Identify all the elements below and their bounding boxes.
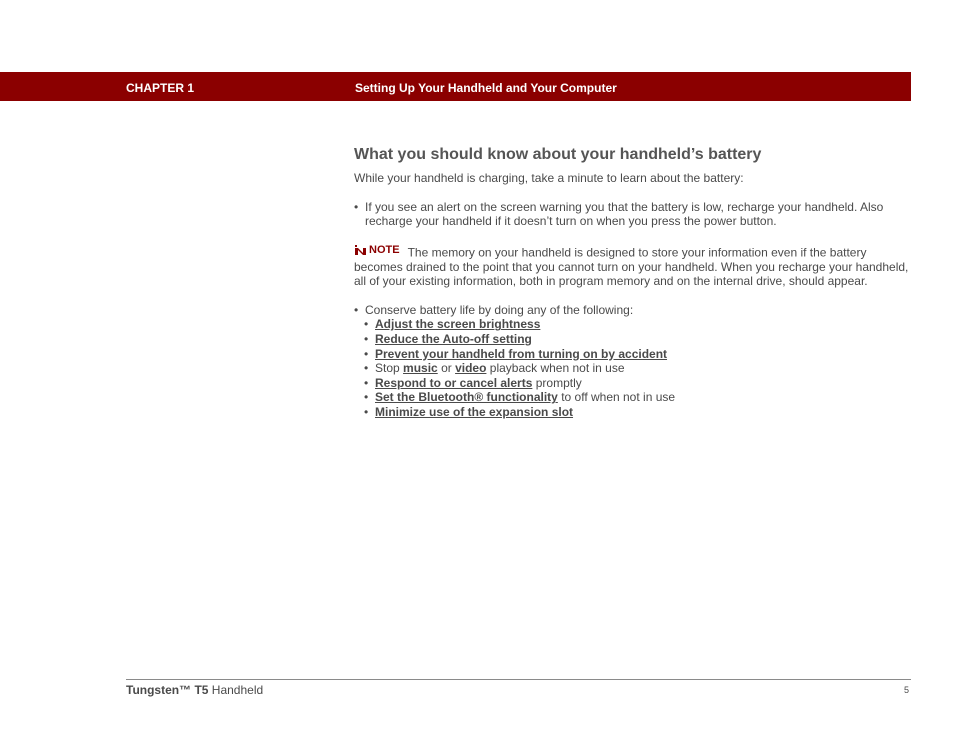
bullet-icon: • (364, 317, 369, 332)
list-item (354, 303, 910, 318)
expansion-slot-link[interactable]: Minimize use of the expansion slot (375, 405, 574, 420)
battery-tips-list (354, 317, 910, 419)
auto-off-link[interactable]: Reduce the Auto-off setting (375, 332, 532, 347)
stop-prefix-text: Stop (375, 361, 400, 376)
bullet-icon: • (364, 405, 369, 420)
note-block (354, 243, 910, 289)
bullet-icon: • (364, 375, 369, 390)
list-item (364, 347, 910, 362)
bullet-icon: • (364, 346, 369, 361)
note-text: The memory on your handheld is designed to store your information even if the battery becomes drained to the point that you cannot turn on your handheld. When you recharge your handheld, all of your existing information, both in program memory and on the internal drive, should appear. (354, 245, 909, 289)
list-item (364, 390, 910, 405)
bullet-icon: • (364, 390, 369, 405)
main-content (354, 145, 910, 420)
list-item (364, 405, 910, 420)
chapter-label: CHAPTER 1 (126, 81, 195, 95)
adjust-brightness-link[interactable]: Adjust the screen brightness (375, 317, 541, 332)
list-item (364, 361, 910, 376)
alerts-link[interactable]: Respond to or cancel alerts (375, 375, 533, 390)
bullet-text-low-battery: If you see an alert on the screen warning you that the battery is low, recharge your handheld. Also recharge your handheld if it doesn’t turn on when you press the power button. (365, 199, 884, 229)
music-link[interactable]: music (403, 361, 438, 376)
bullet-text-conserve: Conserve battery life by doing any of the following: (365, 302, 634, 317)
video-link[interactable]: video (455, 361, 487, 376)
stop-suffix-text: playback when not in use (489, 361, 625, 376)
section-heading: What you should know about your handheld’s battery (354, 146, 762, 163)
or-text: or (441, 361, 452, 376)
page-number: 5 (904, 685, 910, 695)
footer-product-name (126, 683, 263, 697)
list-item (354, 200, 910, 229)
bluetooth-link[interactable]: Set the Bluetooth® functionality (375, 390, 558, 405)
footer-product-rest: Handheld (211, 683, 264, 697)
list-item (364, 376, 910, 391)
list-item (364, 332, 910, 347)
bullet-icon: • (354, 199, 359, 214)
alerts-suffix-text: promptly (535, 375, 582, 390)
intro-text: While your handheld is charging, take a minute to learn about the battery: (354, 171, 744, 185)
bullet-icon: • (364, 332, 369, 347)
bullet-icon: • (364, 361, 369, 376)
footer-divider (126, 679, 911, 680)
chapter-header-band (0, 72, 911, 101)
chapter-title: Setting Up Your Handheld and Your Computer (355, 81, 617, 95)
bullet-icon: • (354, 302, 359, 317)
note-label: NOTE (369, 243, 400, 256)
prevent-turning-on-link[interactable]: Prevent your handheld from turning on by accident (375, 346, 668, 361)
footer-product-bold: Tungsten™ T5 (126, 683, 209, 697)
note-icon (354, 244, 367, 256)
note-tag (354, 243, 400, 258)
list-item (364, 317, 910, 332)
bluetooth-suffix-text: to off when not in use (561, 390, 676, 405)
